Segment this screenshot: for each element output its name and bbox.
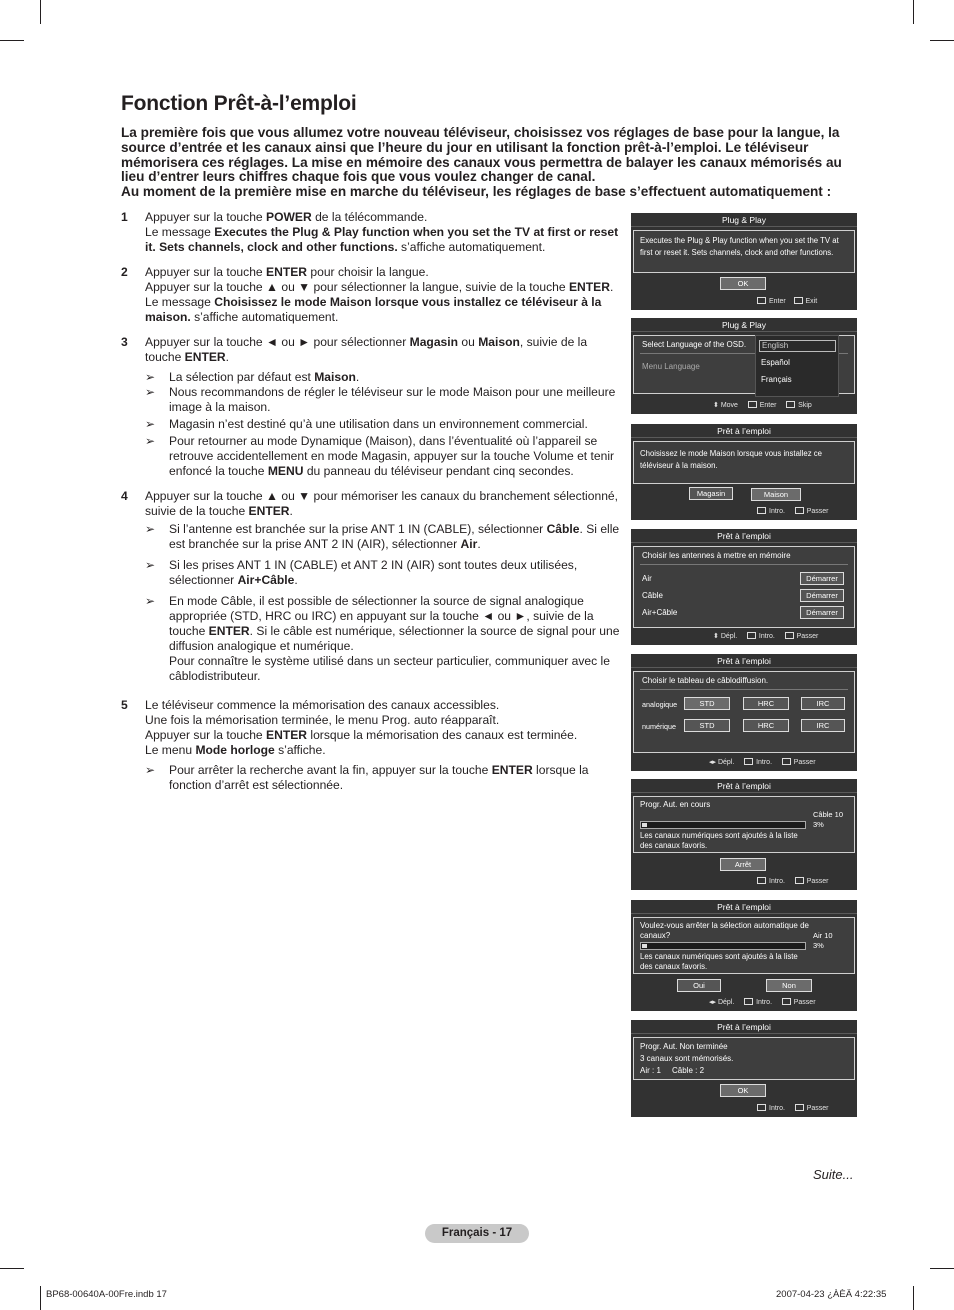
- analog-label: analogique: [642, 700, 678, 709]
- skip-icon: [785, 632, 794, 639]
- enter-icon: [757, 1104, 766, 1111]
- enter-icon: [747, 632, 756, 639]
- stop-button[interactable]: Arrêt: [720, 858, 766, 871]
- step-number: 2: [121, 265, 128, 279]
- osd-title: Plug & Play: [631, 318, 857, 332]
- arrow-icon: ➢: [145, 763, 156, 777]
- antenna-air-label: Air: [642, 574, 652, 583]
- osd-row-menu-language: Menu Language: [642, 362, 700, 371]
- start-air-button[interactable]: Démarrer: [800, 572, 844, 585]
- footer-file-info: BP68-00640A-00Fre.indb 17: [46, 1289, 167, 1300]
- no-button[interactable]: Non: [766, 979, 812, 992]
- auto-program-status: Progr. Aut. en cours: [640, 800, 711, 809]
- note: ➢ Magasin n’est destiné qu’à une utilisation dans un environnement commercial.: [145, 417, 588, 431]
- osd-title: Plug & Play: [631, 213, 857, 227]
- language-option[interactable]: English: [759, 340, 836, 352]
- note: ➢ Pour arrêter la recherche avant la fin, appuyer sur la touche ENTER lorsque la fonction d’arrêt est sélectionnée.: [145, 763, 589, 792]
- osd-title: Prêt à l’emploi: [631, 900, 857, 914]
- channel-readout: Air 10: [813, 931, 833, 940]
- step-2: 2 Appuyer sur la touche ENTER pour choisir la langue. Appuyer sur la touche ▲ ou ▼ pour sélectionner la langue, suivie de la touche ENTER. Le message Choisissez le mode Maison lorsque vous installez ce téléviseur à la maison. s’affiche automatiquement.: [121, 265, 614, 324]
- arrow-icon: ➢: [145, 370, 156, 384]
- magasin-button[interactable]: Magasin: [689, 487, 733, 500]
- osd-title: Prêt à l’emploi: [631, 779, 857, 793]
- enter-icon: [757, 507, 766, 514]
- osd-title: Prêt à l’emploi: [631, 1020, 857, 1034]
- step-number: 3: [121, 335, 128, 349]
- osd-title: Prêt à l’emploi: [631, 529, 857, 543]
- step-3: 3 Appuyer sur la touche ◄ ou ► pour sélectionner Magasin ou Maison, suivie de la touche ENTER. ➢ La sélection par défaut est Maison. ➢ Nous recommandons de régler le téléviseur sur le mode Maison pour une meilleure image à la maison. ➢ Magasin n’est destiné qu’à une utilisation dans un environnement commercial. ➢ Pour retourner au mode Dynamique (Maison), dans l’éventualité où l’appareil se retrouve accidentellement en mode Magasin, appuyer sur la touche Volume et tenir enfoncé la touche MENU du panneau du téléviseur pendant cinq secondes.: [121, 335, 626, 479]
- channel-readout: Câble 10: [813, 810, 844, 819]
- continued-label: Suite...: [813, 1167, 854, 1182]
- analog-hrc-button[interactable]: HRC: [743, 697, 789, 710]
- osd-row-select-language: Select Language of the OSD.: [642, 340, 747, 349]
- osd-header: Choisir le tableau de câblodiffusion.: [642, 676, 769, 685]
- footer-timestamp: 2007-04-23 ¿ÀÈÄ 4:22:35: [776, 1289, 887, 1300]
- left-right-icon: ◂▸: [709, 999, 717, 1006]
- language-option[interactable]: Español: [761, 358, 790, 367]
- result-breakdown: Air : 1 Câble : 2: [640, 1066, 705, 1075]
- step-number: 5: [121, 698, 128, 712]
- intro-paragraph: [121, 126, 856, 200]
- note: ➢ Nous recommandons de régler le téléviseur sur le mode Maison pour une meilleure image à la maison.: [145, 385, 616, 414]
- antenna-air-cable-label: Air+Câble: [642, 608, 678, 617]
- arrow-icon: ➢: [145, 558, 156, 572]
- move-icon: ⬍: [713, 633, 719, 640]
- maison-button[interactable]: Maison: [751, 488, 801, 501]
- note: ➢ Si l’antenne est branchée sur la prise ANT 1 IN (CABLE), sélectionner Câble. Si elle est branchée sur la prise ANT 2 IN (AIR), sélectionner Air.: [145, 522, 620, 551]
- result-status: Progr. Aut. Non terminée: [640, 1042, 728, 1051]
- digital-irc-button[interactable]: IRC: [801, 719, 845, 732]
- osd-title: Prêt à l’emploi: [631, 424, 857, 438]
- skip-icon: [795, 877, 804, 884]
- move-icon: ⬍: [713, 402, 719, 409]
- note: ➢ Pour retourner au mode Dynamique (Maison), dans l’éventualité où l’appareil se retrouve accidentellement en mode Magasin, appuyer sur la touche Volume et tenir enfoncé la touche MENU du panneau du téléviseur pendant cinq secondes.: [145, 434, 615, 478]
- step-number: 4: [121, 489, 128, 503]
- progress-bar-fill: [642, 823, 647, 827]
- enter-icon: [757, 877, 766, 884]
- note: ➢ La sélection par défaut est Maison.: [145, 370, 360, 384]
- language-dropdown[interactable]: [755, 335, 839, 397]
- intro-text-1: La première fois que vous allumez votre nouveau téléviseur, choisissez vos réglages de base pour la langue, la source d’entrée et les canaux ainsi que l’heure du jour en utilisant la fonction prêt-à-l’emploi. Le téléviseur mémorisera ces réglages. La mise en mémoire des canaux vous permettra de balayer les canaux mémorisés au lieu d’entrer leurs chiffres chaque fois que vous voulez changer de canal.: [121, 125, 842, 185]
- osd-screen-cable-system: Prêt à l’emploi Choisir le tableau de câblodiffusion. analogique numérique STD HRC IRC STD HRC IRC ◂▸ Dépl. Intro. Passer: [631, 654, 857, 771]
- osd-screen-stop-confirm: Prêt à l’emploi Voulez-vous arrêter la sélection automatique de canaux? Air 10 3% Les canaux numériques sont ajoutés à la liste des canaux favoris. Oui Non ◂▸ Dépl. Intro. Passer: [631, 900, 857, 1011]
- osd-screen-antenna: Prêt à l’emploi Choisir les antennes à mettre en mémoire Air Câble Air+Câble Démarrer Démarrer Démarrer ⬍ Dépl. Intro. Passer: [631, 529, 857, 645]
- arrow-icon: ➢: [145, 522, 156, 536]
- start-cable-button[interactable]: Démarrer: [800, 589, 844, 602]
- antenna-cable-label: Câble: [642, 591, 663, 600]
- yes-button[interactable]: Oui: [677, 979, 721, 992]
- enter-icon: [744, 758, 753, 765]
- digital-std-button[interactable]: STD: [684, 719, 730, 732]
- arrow-icon: ➢: [145, 434, 156, 448]
- skip-icon: [786, 401, 795, 408]
- osd-screen-plug-play-intro: Plug & Play Executes the Plug & Play function when you set the TV at first or reset it. Sets channels, clock and other functions. OK Enter Exit: [631, 213, 857, 310]
- skip-icon: [782, 998, 791, 1005]
- osd-header: Choisir les antennes à mettre en mémoire: [642, 551, 791, 560]
- exit-icon: [794, 297, 803, 304]
- digital-label: numérique: [642, 722, 676, 731]
- left-right-icon: ◂▸: [709, 759, 717, 766]
- osd-title: Prêt à l’emploi: [631, 654, 857, 668]
- step-4: 4 Appuyer sur la touche ▲ ou ▼ pour mémoriser les canaux du branchement sélectionné, suivie de la touche ENTER. ➢ Si l’antenne est branchée sur la prise ANT 1 IN (CABLE), sélectionner Câble. Si elle est branchée sur la prise ANT 2 IN (AIR), sélectionner Air. ➢ Si les prises ANT 1 IN (CABLE) et ANT 2 IN (AIR) sont toutes deux utilisées, sélectionner Air+Câble. ➢ En mode Câble, il est possible de sélectionner la source de signal analogique appropriée (STD, HRC ou IRC) en appuyant sur la touche ◄ ou ►, suivie de la touche ENTER. Si le câble est numérique, sélectionner la source de signal pour une diffusion analogique et numérique. Pour connaître le système utilisé dans un secteur particulier, communiquer avec le câblodistributeur.: [121, 489, 626, 684]
- enter-icon: [744, 998, 753, 1005]
- language-option[interactable]: Français: [761, 375, 792, 384]
- start-air-cable-button[interactable]: Démarrer: [800, 606, 844, 619]
- osd-message: Executes the Plug & Play function when you set the TV at first or reset it. Sets channels, clock and other functions.: [633, 230, 855, 273]
- stop-question: Voulez-vous arrêter la sélection automatique de canaux?: [640, 921, 809, 940]
- enter-icon: [748, 401, 757, 408]
- arrow-icon: ➢: [145, 385, 156, 399]
- ok-button[interactable]: OK: [720, 1084, 766, 1097]
- progress-bar-fill: [642, 944, 647, 948]
- progress-bar: [640, 821, 806, 829]
- favorites-note: Les canaux numériques sont ajoutés à la liste des canaux favoris.: [640, 952, 798, 971]
- intro-text-2: Au moment de la première mise en marche du téléviseur, les réglages de base s’effectuent automatiquement :: [121, 184, 832, 200]
- arrow-icon: ➢: [145, 594, 156, 608]
- step-number: 1: [121, 210, 128, 224]
- favorites-note: Les canaux numériques sont ajoutés à la liste des canaux favoris.: [640, 831, 798, 850]
- progress-percent: 3%: [813, 941, 824, 950]
- arrow-icon: ➢: [145, 417, 156, 431]
- progress-percent: 3%: [813, 820, 824, 829]
- note: ➢ Si les prises ANT 1 IN (CABLE) et ANT 2 IN (AIR) sont toutes deux utilisées, sélectionner Air+Câble.: [145, 558, 578, 587]
- skip-icon: [795, 507, 804, 514]
- page-title: Fonction Prêt-à-l’emploi: [121, 92, 357, 115]
- page-number-badge: Français - 17: [425, 1224, 529, 1243]
- digital-hrc-button[interactable]: HRC: [743, 719, 789, 732]
- skip-icon: [782, 758, 791, 765]
- osd-screen-auto-program: Prêt à l’emploi Progr. Aut. en cours Câble 10 3% Les canaux numériques sont ajoutés à la liste des canaux favoris. Arrêt Intro. Passer: [631, 779, 857, 890]
- osd-screen-language: Plug & Play Select Language of the OSD. Menu Language English Español Français ⬍ Move Enter Skip: [631, 318, 857, 414]
- analog-std-button[interactable]: STD: [684, 697, 730, 710]
- step-1: 1 Appuyer sur la touche POWER de la télécommande. Le message Executes the Plug & Play function when you set the TV at first or reset it. Sets channels, clock and other functions. s’affiche automatiquement.: [121, 210, 619, 254]
- skip-icon: [795, 1104, 804, 1111]
- note: ➢ En mode Câble, il est possible de sélectionner la source de signal analogique appropriée (STD, HRC ou IRC) en appuyant sur la touche ◄ ou ►, suivie de la touche ENTER. Si le câble est numérique, sélectionner la source de signal pour une diffusion analogique et numérique. Pour connaître le système utilisé dans un secteur particulier, communiquer avec le câblodistributeur.: [145, 594, 620, 683]
- enter-icon: [757, 297, 766, 304]
- osd-screen-auto-program-result: Prêt à l’emploi Progr. Aut. Non terminée 3 canaux sont mémorisés. Air : 1 Câble : 2 OK Intro. Passer: [631, 1020, 857, 1117]
- result-count: 3 canaux sont mémorisés.: [640, 1054, 734, 1063]
- osd-screen-mode: Prêt à l’emploi Choisissez le mode Maison lorsque vous installez ce téléviseur à la maison. Magasin Maison Intro. Passer: [631, 424, 857, 520]
- progress-bar: [640, 942, 806, 950]
- osd-message: Choisissez le mode Maison lorsque vous installez ce téléviseur à la maison.: [633, 441, 855, 484]
- step-5: 5 Le téléviseur commence la mémorisation des canaux accessibles. Une fois la mémorisation terminée, le menu Prog. auto réapparaît. Appuyer sur la touche ENTER lorsque la mémorisation des canaux est terminée. Le menu Mode horloge s’affiche. ➢ Pour arrêter la recherche avant la fin, appuyer sur la touche ENTER lorsque la fonction d’arrêt est sélectionnée.: [121, 698, 626, 793]
- steps-list: [121, 210, 626, 793]
- analog-irc-button[interactable]: IRC: [801, 697, 845, 710]
- ok-button[interactable]: OK: [720, 277, 766, 290]
